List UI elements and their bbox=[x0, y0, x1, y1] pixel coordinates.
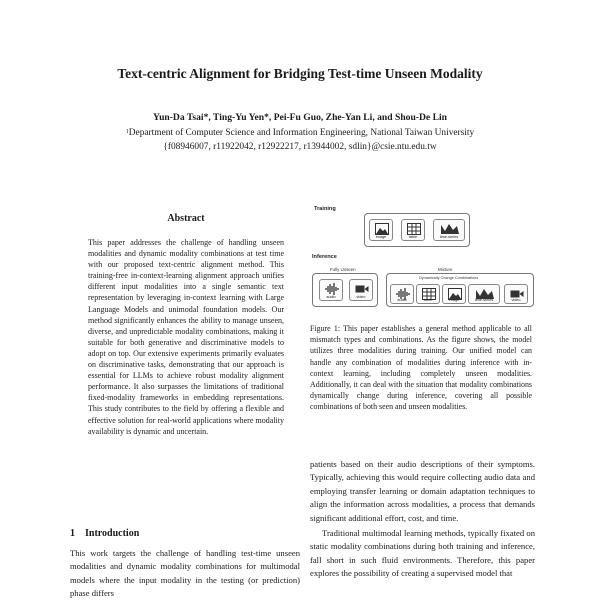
paper-title: Text-centric Alignment for Bridging Test-time Unseen Modality bbox=[117, 66, 483, 81]
unseen-tile-video bbox=[349, 279, 373, 301]
tile-label: audio bbox=[326, 295, 336, 299]
author-emails: {f08946007, r11922042, r12922217, r13944002, sdlin}@csie.ntu.edu.tw bbox=[163, 142, 437, 152]
inference-label: Inference bbox=[312, 254, 337, 260]
mixture-tile-image bbox=[442, 284, 466, 304]
introduction-body: This work targets the challenge of handling test-time unseen modalities and dynamic modality combinations for multimodal models where the input modality in the testing (or prediction) phase differs bbox=[70, 548, 300, 599]
training-label: Training bbox=[314, 206, 336, 212]
audio-icon bbox=[325, 283, 339, 295]
mixture-tile-table bbox=[416, 284, 440, 304]
paragraph: patients based on their audio descriptions of their symptoms. Typically, achieving this would require collecting audio data and employing transfer learning or domain adaptation techniques to align the information across modalities, a process that demands significant additional effort, cost, and time. bbox=[310, 459, 535, 523]
section-number: 1 bbox=[70, 528, 75, 539]
tile-label: audio bbox=[397, 298, 407, 302]
figure-caption: Figure 1: This paper establishes a general method applicable to all mismatch types and combinations. As the figure shows, the model utilizes three modalities during training. Our unified model can handle any combination of modalities during inference with in-context learning, including completely unseen modalities. Additionally, it can deal with the situation that modality combinations dynamically change during inference, covering all possible combinations of both seen and unseen modalities. bbox=[310, 324, 532, 412]
training-tile-image bbox=[369, 219, 393, 241]
dynamic-combinations-label: Dynamically Change Combinations bbox=[419, 276, 479, 280]
right-column-text bbox=[310, 458, 535, 581]
section-heading-introduction bbox=[70, 528, 139, 539]
training-tile-table bbox=[401, 219, 425, 241]
tile-label: table bbox=[423, 298, 433, 302]
tile-label: video bbox=[511, 298, 521, 302]
section-title: Introduction bbox=[85, 528, 140, 539]
author-list bbox=[0, 112, 600, 123]
mixture-tile-time-series bbox=[468, 284, 500, 304]
mixture-label: Mixture bbox=[438, 267, 453, 272]
video-icon bbox=[355, 283, 369, 295]
tile-label: image bbox=[448, 298, 460, 302]
abstract-heading: Abstract bbox=[167, 213, 205, 224]
paragraph: Traditional multimodal learning methods, typically fixated on static modality combinations during both training and inference, fall short in such fluid environments. Therefore, this paper explores the possibility of creating a supervised model that bbox=[310, 528, 535, 579]
affiliation bbox=[0, 126, 600, 154]
tile-label: table bbox=[408, 235, 418, 239]
mixture-box bbox=[386, 273, 534, 307]
figure-1 bbox=[308, 203, 536, 315]
mixture-tile-audio bbox=[390, 284, 414, 304]
tile-label: video bbox=[356, 295, 366, 299]
unseen-box bbox=[312, 273, 378, 307]
affiliation-mark: 1 bbox=[125, 129, 129, 135]
training-box bbox=[364, 213, 470, 247]
time-series-icon bbox=[440, 223, 460, 235]
unseen-tile-audio bbox=[319, 279, 343, 301]
affiliation-text: Department of Computer Science and Information Engineering, National Taiwan University bbox=[128, 128, 475, 138]
fully-unseen-label: Fully Unseen bbox=[330, 267, 356, 272]
table-icon bbox=[407, 223, 421, 235]
tile-label: image bbox=[375, 235, 387, 239]
mixture-tile-video bbox=[504, 284, 528, 304]
abstract-body: This paper addresses the challenge of handling unseen modalities and dynamic modality combinations at test time with our proposed text-centric alignment method. This training-free in-context-learning alignment approach unifies different input modalities into a single semantic text representation by leveraging in-context learning with Large Language Models and unimodal foundation models. Our method significantly enhances the ability to manage unseen, diverse, and unpredictable modality combinations, making it suitable for both generative and discriminative models to adopt on top. Our extensive experiments primarily evaluates on discriminative tasks, demonstrating that our approach is essential for LLMs to achieve robust modality alignment performance. It also surpasses the limitations of traditional fixed-modality frameworks in embedding representations. This study contributes to the field by offering a flexible and effective solution for real-world applications where modality availability is dynamic and uncertain. bbox=[88, 238, 284, 436]
authors-text: Yun-Da Tsai*, Ting-Yu Yen*, Pei-Fu Guo, Zhe-Yan Li, and Shou-De Lin bbox=[153, 112, 447, 123]
training-tile-time-series bbox=[433, 219, 465, 241]
image-icon bbox=[375, 223, 389, 235]
tile-label: time-series bbox=[439, 235, 459, 239]
tile-label: time-series bbox=[474, 298, 494, 302]
